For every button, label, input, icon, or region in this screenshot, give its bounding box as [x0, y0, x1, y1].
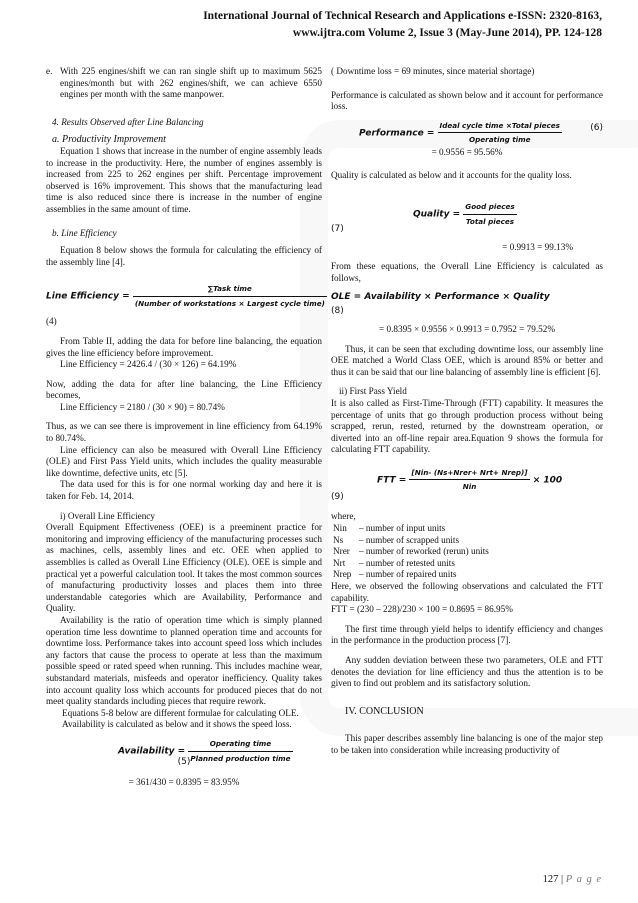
- definition-row: Nrep – number of repaired units: [333, 569, 457, 580]
- equation-5-number: (5): [177, 756, 191, 767]
- list-item-label: e.: [46, 66, 53, 76]
- paragraph-quality: Quality is calculated as below and it accounts for the quality loss.: [331, 170, 572, 181]
- equation-7: [331, 198, 603, 226]
- paragraph-availability-calc: Availability is calculated as below and it shows the speed loss.: [62, 719, 292, 730]
- paragraph-ole-from: From these equations, the Overall Line Efficiency is calculated as follows,: [331, 261, 603, 283]
- calc-line-efficiency-before: Line Efficiency = 2426.4 / (30 × 126) = 64.19%: [60, 359, 237, 370]
- definition-row: Nin – number of input units: [333, 523, 446, 534]
- page-number: 127: [542, 874, 559, 885]
- paragraph-oee: Overall Equipment Effectiveness (OEE) is a preeminent practice for monitoring and improving efficiency of the manufacturing processes such as machines, cells, assembly lines and etc. OEE when applied to assemblies is called as Overall Line Efficiency (OLE). OEE is simple and practical yet a powerful calculation tool. It takes the most common sources of manufacturing productivity losses and places them into three understandable categories which are Availability, Performance and Quality.: [46, 522, 322, 614]
- variable-definitions: [331, 523, 603, 581]
- paragraph-equations-5-8: Equations 5-8 below are different formulae for calculating OLE.: [62, 707, 299, 718]
- page-separator: |: [558, 874, 566, 885]
- equation-7-number: (7): [331, 223, 344, 234]
- equation-4-number: (4): [46, 316, 57, 327]
- subsection-ii-title: ii) First Pass Yield: [339, 386, 407, 397]
- calc-ftt: FTT = (230 – 228)/230 × 100 = 0.8695 = 86.95%: [331, 604, 513, 615]
- calc-availability: = 361/430 = 0.8395 = 83.95%: [128, 776, 240, 787]
- equation-4: [46, 280, 325, 308]
- equation-9-number: (9): [331, 491, 344, 502]
- equation-6-number: (6): [590, 122, 603, 133]
- paragraph-first-pass-yield: It is also called as First-Time-Through (FTT) capability. It measures the percentage of units that go through production process without being scrapped, rerun, rested, returned by the downstream operation, or diverted into an off-line repair area.Equation 9 shows the formula for calculating FTT capability.: [331, 397, 603, 455]
- equation-4-formula: Line Efficiency = $\frac{\text{∑Task time}}{\text{(Number of workstations × Largest cycle time)}}$: [46, 284, 325, 308]
- page-footer: [543, 874, 602, 885]
- equation-8-formula: OLE = Availability × Performance × Quality: [331, 292, 550, 303]
- paragraph-data-date: The data used for this is for one normal working day and here it is taken for Feb. 14, 2014.: [46, 479, 322, 502]
- calc-ole: = 0.8395 × 0.9556 × 0.9913 = 0.7952 = 79.52%: [379, 323, 555, 334]
- paragraph-ole-intro: Line efficiency can also be measured with Overall Line Efficiency (OLE) and First Pass Yield units, which includes the quality measurable like downtime, defective units, etc [5].: [46, 444, 322, 478]
- equation-7-formula: Quality = $\frac{\text{Good pieces}}{\text{Total pieces}}$: [413, 201, 515, 226]
- paragraph-deviation: Any sudden deviation between these two parameters, OLE and FTT denotes the deviation for line efficiency and thus the attention is to be given to find out problem and its satisfactory solution.: [331, 655, 603, 689]
- list-item-text: With 225 engines/shift we can ran single shift up to maximum 5625 engines/month but with 262 engines/shift, we can achieve 6550 engines per month with the same manpower.: [60, 66, 322, 100]
- definition-row: Nrt – number of retested units: [333, 557, 455, 568]
- calc-line-efficiency-after: Line Efficiency = 2180 / (30 × 90) = 80.74%: [60, 401, 225, 412]
- calc-performance: = 0.9556 = 95.56%: [431, 146, 503, 157]
- paragraph-world-class: Thus, it can be seen that excluding downtime loss, our assembly line OEE matched a World Class OEE, which is around 85% or better and thus it can be said that our line balancing of assembly line is efficient [6].: [331, 343, 603, 377]
- equation-6-formula: Performance = $\frac{\text{Ideal cycle time ×Total pieces}}{\text{Operating time}}$: [359, 120, 560, 145]
- header-line-1: International Journal of Technical Research and Applications e-ISSN: 2320-8163,: [203, 10, 602, 22]
- paragraph-productivity: Equation 1 shows that increase in the number of engine assembly leads to increase in the productivity. Here, the number of engines assembly is increased from 225 to 262 engines per shift. Percentage improvement observed is 16% improvement. This shows that the manufacturing lead time is also reduced since there is increase in the number of engine assemblies in the same amount of time.: [46, 145, 322, 214]
- journal-header: [203, 8, 602, 42]
- left-column: [46, 66, 325, 788]
- equation-6: [331, 117, 603, 145]
- downtime-note: ( Downtime loss = 69 minutes, since material shortage): [331, 66, 535, 76]
- paragraph-ftt-yield: The first time through yield helps to identify efficiency and changes in the performance in the production process [7].: [331, 623, 603, 646]
- paragraph-performance: Performance is calculated as shown below and it account for performance loss.: [331, 89, 603, 112]
- subsection-i-title: i) Overall Line Efficiency: [60, 510, 155, 521]
- equation-9: [331, 464, 603, 492]
- paragraph-table-before: From Table II, adding the data for before line balancing, the equation gives the line efficiency before improvement.: [46, 335, 322, 358]
- section-iv-title: IV. CONCLUSION: [345, 705, 424, 717]
- right-column: [331, 66, 603, 757]
- equation-8: [331, 292, 603, 306]
- equation-5: [46, 735, 322, 763]
- section-4-title: 4. Results Observed after Line Balancing: [52, 116, 204, 127]
- paragraph-observations: Here, we observed the following observations and calculated the FTT capability.: [331, 581, 603, 603]
- header-line-2: www.ijtra.com Volume 2, Issue 3 (May-June 2014), PP. 124-128: [292, 27, 602, 39]
- equation-8-number: (8): [331, 306, 344, 317]
- subsection-b-title: b. Line Efficiency: [52, 227, 117, 238]
- page-word: P a g e: [565, 874, 602, 885]
- paragraph-availability: Availability is the ratio of operation time which is simply planned operation time less downtime to planned operation time and accounts for downtime loss. Performance takes into account speed loss which includes any factors that cause the process to operate at less than the maximum possible speed or rated speed when running. This includes machine wear, substandard materials, misfeeds and operator inefficiency. Quality takes into account quality loss which accounts for produced pieces that do not meet quality standards including pieces that require rework.: [46, 614, 322, 707]
- subsection-a-title: a. Productivity Improvement: [52, 134, 166, 146]
- list-item-e: [46, 66, 322, 101]
- where-label: where,: [331, 511, 356, 522]
- paragraph-line-efficiency-intro: Equation 8 below shows the formula for calculating the efficiency of the assembly line [4].: [46, 245, 322, 267]
- equation-9-formula: FTT = $\frac{\text{[Nin- (Ns+Nrer+ Nrt+ Nrep)]}}{\text{Nin}}$ × 100: [377, 467, 563, 492]
- calc-quality: = 0.9913 = 99.13%: [502, 241, 573, 252]
- definition-row: Ns – number of scrapped units: [333, 534, 460, 545]
- equation-5-formula: Availability = $\frac{\text{Operating time}}{\text{Planned production time}}$: [118, 738, 291, 763]
- paragraph-improvement: Thus, as we can see there is improvement in line efficiency from 64.19% to 80.74%.: [46, 421, 322, 444]
- paragraph-after-balancing: Now, adding the data for after line balancing, the Line Efficiency becomes,: [46, 378, 322, 401]
- paragraph-conclusion: This paper describes assembly line balancing is one of the major step to be taken into consideration while increasing productivity of: [331, 733, 603, 755]
- definition-row: Nrer – number of reworked (rerun) units: [333, 546, 489, 557]
